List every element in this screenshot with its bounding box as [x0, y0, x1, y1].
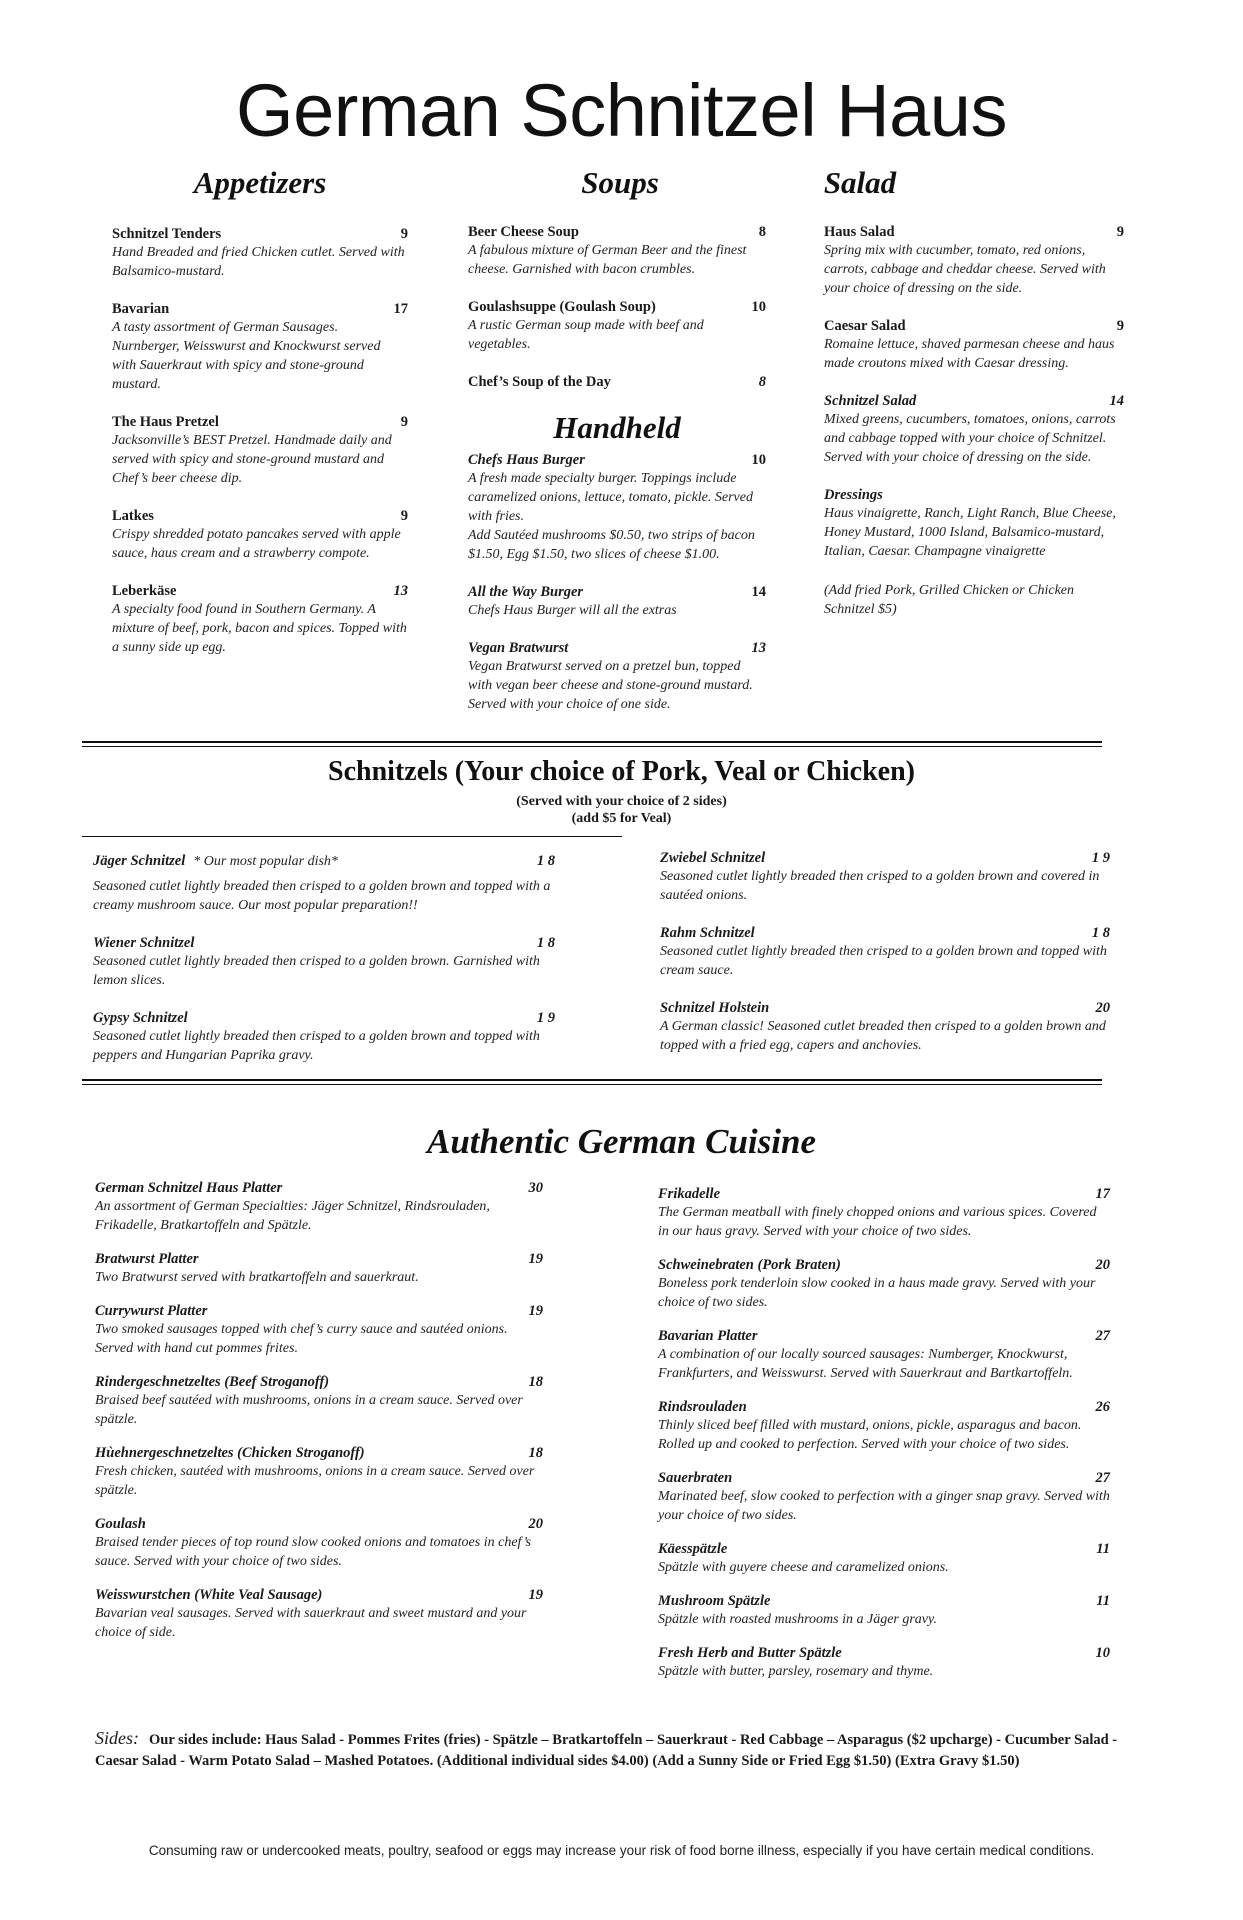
item-description: A combination of our locally sourced sausages: Numberger, Knockwurst, Frankfurters, and Weisswurst. Served with Sauerkraut and Bartkartoffeln. [658, 1347, 1073, 1381]
item-name: Sauerbraten [658, 1470, 733, 1486]
item-price: 26 [1095, 1399, 1110, 1415]
item-price: 13 [751, 640, 766, 656]
item-description: A fresh made specialty burger. Toppings include caramelized onions, lettuce, tomato, pickle. Served with fries. [468, 471, 753, 524]
item-description: A rustic German soup made with beef and vegetables. [468, 318, 704, 352]
menu-item [112, 414, 408, 488]
dressings-list: Haus vinaigrette, Ranch, Light Ranch, Blue Cheese, Honey Mustard, 1000 Island, Balsamico-mustard, Italian, Caesar. Champagne vinaigrette [824, 506, 1116, 559]
item-description: Seasoned cutlet lightly breaded then crisped to a golden brown and topped with cream sauce. [660, 944, 1107, 978]
item-description: Mixed greens, cucumbers, tomatoes, onions, carrots and cabbage topped with your choice of Schnitzel. Served with your choice of dressing on the side. [824, 412, 1116, 465]
item-description: Bavarian veal sausages. Served with sauerkraut and sweet mustard and your choice of side. [95, 1606, 527, 1640]
item-description: The German meatball with finely chopped onions and various spices. Covered in our haus gravy. Served with your choice of two sides. [658, 1205, 1097, 1239]
menu-item [468, 299, 766, 354]
item-name: Mushroom Spätzle [658, 1593, 771, 1609]
schnitzels-heading: Schnitzels (Your choice of Pork, Veal or Chicken) [328, 756, 915, 787]
item-price: 9 [400, 414, 408, 430]
menu-item [658, 1328, 1110, 1383]
item-name: Fresh Herb and Butter Spätzle [658, 1645, 842, 1661]
menu-item [112, 226, 408, 281]
item-addons: Add Sautéed mushrooms $0.50, two strips of bacon $1.50, Egg $1.50, two slices of cheese $1.00. [468, 528, 755, 562]
divider-line [82, 741, 1102, 743]
item-description: Braised tender pieces of top round slow cooked onions and tomatoes in chef’s sauce. Served with your choice of two sides. [95, 1535, 532, 1569]
menu-item [112, 508, 408, 563]
handheld-heading: Handheld [553, 410, 681, 445]
item-price: 8 [758, 374, 766, 390]
cuisine-left-list [95, 1180, 543, 1658]
item-description: Braised beef sautéed with mushrooms, onions in a cream sauce. Served over spätzle. [95, 1393, 523, 1427]
item-name: The Haus Pretzel [112, 414, 219, 430]
menu-item [112, 583, 408, 657]
item-name: Latkes [112, 508, 154, 524]
appetizers-heading: Appetizers [193, 165, 327, 200]
item-name: Leberkäse [112, 583, 177, 599]
item-name: Goulash [95, 1516, 146, 1532]
menu-item [660, 925, 1110, 980]
sides-text: Our sides include: Haus Salad - Pommes Frites (fries) - Spätzle – Bratkartoffeln – Sauerkraut - Red Cabbage – Asparagus ($2 upcharge) - Cucumber Salad - Caesar Salad - Warm Potato Salad – Mashed Potatoes. (Additional individual sides $4.00) (Add a Sunny Side or Fried Egg $1.50) (Extra Gravy $1.50) [95, 1732, 1118, 1769]
item-name: Gypsy Schnitzel [93, 1010, 188, 1026]
menu-item [112, 301, 408, 394]
item-name: Caesar Salad [824, 318, 906, 334]
soups-list [468, 224, 766, 411]
item-description: Two Bratwurst served with bratkartoffeln and sauerkraut. [95, 1270, 419, 1285]
item-name: German Schnitzel Haus Platter [95, 1180, 283, 1196]
item-price: 20 [528, 1516, 543, 1532]
item-name: Bratwurst Platter [95, 1251, 199, 1267]
item-name: Zwiebel Schnitzel [660, 850, 766, 866]
menu-item [95, 1587, 543, 1642]
item-price: 18 [528, 1374, 543, 1390]
item-description: Hand Breaded and fried Chicken cutlet. Served with Balsamico-mustard. [112, 245, 405, 279]
item-price: 9 [1116, 318, 1124, 334]
item-price: 9 [400, 226, 408, 242]
item-name: Wiener Schnitzel [93, 935, 195, 951]
item-description: Vegan Bratwurst served on a pretzel bun, topped with vegan beer cheese and stone-ground mustard. Served with your choice of one side. [468, 659, 753, 712]
dressings-block [824, 487, 1124, 561]
divider-line [82, 746, 1102, 747]
item-description: Jacksonville’s BEST Pretzel. Handmade daily and served with spicy and stone-ground mustard and Chef’s beer cheese dip. [112, 433, 392, 486]
item-price: 20 [1095, 1000, 1110, 1016]
item-name: Rindsrouladen [658, 1399, 747, 1415]
menu-item [95, 1374, 543, 1429]
item-price: 18 [528, 1445, 543, 1461]
menu-item [658, 1645, 1110, 1681]
page-title: German Schnitzel Haus [236, 69, 1007, 152]
menu-item [93, 1010, 555, 1065]
menu-item [658, 1593, 1110, 1629]
item-description: Boneless pork tenderloin slow cooked in a haus made gravy. Served with your choice of two sides. [658, 1276, 1096, 1310]
menu-item [824, 224, 1124, 298]
item-description: Crispy shredded potato pancakes served with apple sauce, haus cream and a strawberry compote. [112, 527, 401, 561]
item-name: Goulashsuppe (Goulash Soup) [468, 299, 656, 315]
item-price: 10 [751, 299, 766, 315]
menu-item [468, 584, 766, 620]
item-name: Frikadelle [658, 1186, 721, 1202]
item-price: 19 [528, 1251, 543, 1267]
item-price: 20 [1095, 1257, 1110, 1273]
item-description: A tasty assortment of German Sausages. Nurnberger, Weisswurst and Knockwurst served with Sauerkraut with spicy and stone-ground mustard. [112, 320, 381, 392]
menu-item [95, 1445, 543, 1500]
appetizers-list [112, 226, 408, 677]
item-name: Weisswurstchen (White Veal Sausage) [95, 1587, 323, 1603]
item-name: Vegan Bratwurst [468, 640, 569, 656]
item-price: 10 [1095, 1645, 1110, 1661]
menu-item [93, 935, 555, 990]
item-price: 9 [400, 508, 408, 524]
menu-item [95, 1303, 543, 1358]
item-description: Seasoned cutlet lightly breaded then crisped to a golden brown. Garnished with lemon slices. [93, 954, 540, 988]
item-name: Chefs Haus Burger [468, 452, 585, 468]
item-name: Beer Cheese Soup [468, 224, 579, 240]
item-price: 27 [1095, 1328, 1110, 1344]
item-description: Two smoked sausages topped with chef’s curry sauce and sautéed onions. Served with hand cut pommes frites. [95, 1322, 508, 1356]
food-safety-disclaimer: Consuming raw or undercooked meats, poultry, seafood or eggs may increase your risk of food borne illness, especially if you have certain medical conditions. [148, 1843, 1095, 1858]
item-name: Rahm Schnitzel [660, 925, 755, 941]
schnitzels-right-list [660, 850, 1110, 1075]
item-description: A German classic! Seasoned cutlet breaded then crisped to a golden brown and topped with a fried egg, capers and anchovies. [660, 1019, 1106, 1053]
item-description: A fabulous mixture of German Beer and the finest cheese. Garnished with bacon crumbles. [468, 243, 747, 277]
schnitzels-sides-note: (Served with your choice of 2 sides) [516, 794, 727, 809]
item-price: 19 [528, 1303, 543, 1319]
menu-item [95, 1516, 543, 1571]
menu-item [658, 1257, 1110, 1312]
cuisine-right-list [658, 1186, 1110, 1697]
menu-item [468, 452, 766, 564]
item-price: 11 [1096, 1541, 1110, 1557]
menu-item [95, 1180, 543, 1235]
item-price: 17 [393, 301, 408, 317]
item-price: 1 8 [536, 935, 555, 951]
item-price: 13 [393, 583, 408, 599]
item-description: Spätzle with butter, parsley, rosemary and thyme. [658, 1664, 934, 1679]
handheld-list [468, 452, 766, 734]
item-name: Rindergeschnetzeltes (Beef Stroganoff) [95, 1374, 330, 1390]
item-price: 19 [528, 1587, 543, 1603]
item-price: 8 [758, 224, 766, 240]
item-price: 10 [751, 452, 766, 468]
divider-line [82, 1084, 1102, 1085]
item-description: Seasoned cutlet lightly breaded then crisped to a golden brown and covered in sautéed onions. [660, 869, 1100, 903]
item-name: Currywurst Platter [95, 1303, 208, 1319]
item-price: 30 [528, 1180, 543, 1196]
sides-note [95, 1728, 1155, 1772]
item-name: Schnitzel Tenders [112, 226, 222, 242]
dressings-label: Dressings [824, 487, 883, 503]
item-price: 1 9 [536, 1010, 555, 1026]
menu-item [95, 1251, 543, 1287]
item-price: 27 [1095, 1470, 1110, 1486]
divider-line [82, 836, 622, 837]
item-name: Käesspätzle [658, 1541, 728, 1557]
item-description: Seasoned cutlet lightly breaded then crisped to a golden brown and topped with a creamy mushroom sauce. Our most popular preparation!! [93, 879, 551, 913]
item-description: Spätzle with guyere cheese and caramelized onions. [658, 1560, 949, 1575]
item-description: Spätzle with roasted mushrooms in a Jäger gravy. [658, 1612, 937, 1627]
menu-item [824, 393, 1124, 467]
item-description: Romaine lettuce, shaved parmesan cheese and haus made croutons mixed with Caesar dressing. [824, 337, 1115, 371]
item-price: 1 8 [536, 853, 555, 869]
item-name: Schnitzel Holstein [660, 1000, 770, 1016]
menu-item [468, 640, 766, 714]
item-description: Thinly sliced beef filled with mustard, onions, pickle, asparagus and bacon. Rolled up and cooked to perfection. Served with your choice of two sides. [658, 1418, 1082, 1452]
menu-item [824, 318, 1124, 373]
item-name: All the Way Burger [468, 584, 584, 600]
item-name: Schnitzel Salad [824, 393, 917, 409]
item-description: Marinated beef, slow cooked to perfection with a ginger snap gravy. Served with your choice of two sides. [658, 1489, 1110, 1523]
item-name: Jäger Schnitzel [93, 853, 186, 869]
menu-item [468, 374, 766, 391]
menu-item [658, 1541, 1110, 1577]
item-description: Seasoned cutlet lightly breaded then crisped to a golden brown and topped with peppers and Hungarian Paprika gravy. [93, 1029, 540, 1063]
item-price: 9 [1116, 224, 1124, 240]
item-description: Fresh chicken, sautéed with mushrooms, onions in a cream sauce. Served over spätzle. [95, 1464, 535, 1498]
menu-item [658, 1186, 1110, 1241]
item-description: A specialty food found in Southern Germany. A mixture of beef, pork, bacon and spices. Topped with a sunny side up egg. [112, 602, 407, 655]
item-description: Spring mix with cucumber, tomato, red onions, carrots, cabbage and cheddar cheese. Served with your choice of dressing on the side. [824, 243, 1106, 296]
item-name: Schweinebraten (Pork Braten) [658, 1257, 841, 1273]
item-price: 14 [751, 584, 766, 600]
item-price: 1 8 [1091, 925, 1110, 941]
item-name: Hùehnergeschnetzeltes (Chicken Stroganoff) [95, 1445, 365, 1461]
item-note: * Our most popular dish* [193, 854, 338, 869]
menu-item [93, 852, 555, 915]
item-name: Bavarian Platter [658, 1328, 758, 1344]
salad-heading: Salad [823, 165, 897, 200]
schnitzels-veal-note: (add $5 for Veal) [571, 811, 672, 826]
item-description: An assortment of German Specialties: Jäger Schnitzel, Rindsrouladen, Frikadelle, Bratkartoffeln and Spätzle. [95, 1199, 490, 1233]
soups-heading: Soups [581, 165, 659, 200]
item-price: 1 9 [1091, 850, 1110, 866]
item-price: 17 [1095, 1186, 1110, 1202]
sides-label: Sides: [95, 1728, 139, 1748]
item-name: Haus Salad [824, 224, 895, 240]
cuisine-heading: Authentic German Cuisine [427, 1122, 816, 1161]
item-name: Chef’s Soup of the Day [468, 374, 611, 390]
menu-item [660, 1000, 1110, 1055]
salad-list [824, 224, 1124, 619]
menu-item [468, 224, 766, 279]
item-price: 14 [1109, 393, 1124, 409]
menu-item [658, 1399, 1110, 1454]
salad-addon: (Add fried Pork, Grilled Chicken or Chicken Schnitzel $5) [824, 583, 1074, 617]
item-name: Bavarian [112, 301, 170, 317]
item-description: Chefs Haus Burger will all the extras [468, 603, 677, 618]
menu-item [660, 850, 1110, 905]
divider-line [82, 1079, 1102, 1081]
menu-item [658, 1470, 1110, 1525]
schnitzels-left-list [93, 852, 555, 1085]
item-price: 11 [1096, 1593, 1110, 1609]
